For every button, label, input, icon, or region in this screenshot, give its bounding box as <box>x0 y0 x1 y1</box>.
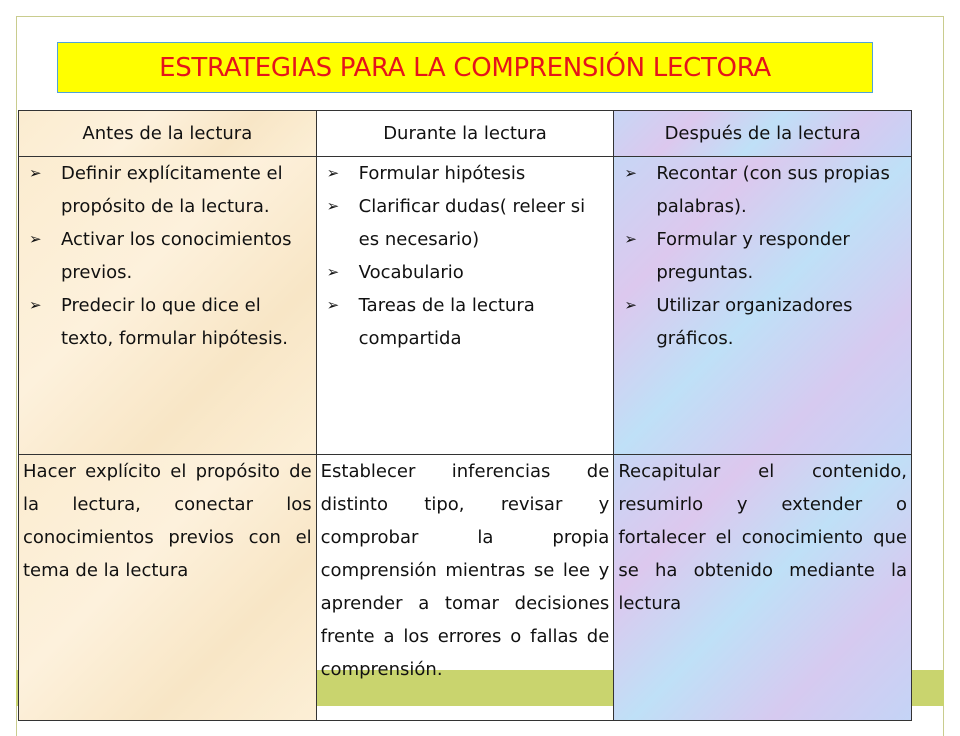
list-item: ➢ Vocabulario <box>321 256 610 289</box>
durante-bullets <box>316 157 614 455</box>
durante-summary: Establecer inferencias de distinto tipo, revisar y comprobar la propia comprensión mientras se lee y aprender a tomar decisiones frente a los errores o fallas de comprensión. <box>316 455 614 721</box>
slide-title: ESTRATEGIAS PARA LA COMPRENSIÓN LECTORA <box>57 42 873 93</box>
header-despues: Después de la lectura <box>614 111 912 157</box>
despues-summary: Recapitular el contenido, resumirlo y extender o fortalecer el conocimiento que se ha obtenido mediante la lectura <box>614 455 912 721</box>
despues-bullets <box>614 157 912 455</box>
list-item: ➢ Predecir lo que dice el texto, formular hipótesis. <box>23 289 312 355</box>
header-row <box>19 111 912 157</box>
bullets-row <box>19 157 912 455</box>
summary-row <box>19 455 912 721</box>
list-item: ➢ Utilizar organizadores gráficos. <box>618 289 907 355</box>
list-item: ➢ Formular y responder preguntas. <box>618 223 907 289</box>
header-durante: Durante la lectura <box>316 111 614 157</box>
antes-bullets <box>19 157 317 455</box>
list-item: ➢ Definir explícitamente el propósito de la lectura. <box>23 157 312 223</box>
list-item: ➢ Formular hipótesis <box>321 157 610 190</box>
list-item: ➢ Tareas de la lectura compartida <box>321 289 610 355</box>
header-antes: Antes de la lectura <box>19 111 317 157</box>
list-item: ➢ Activar los conocimientos previos. <box>23 223 312 289</box>
antes-summary: Hacer explícito el propósito de la lectura, conectar los conocimientos previos con el tema de la lectura <box>19 455 317 721</box>
list-item: ➢ Recontar (con sus propias palabras). <box>618 157 907 223</box>
list-item: ➢ Clarificar dudas( releer si es necesario) <box>321 190 610 256</box>
strategies-table <box>18 110 912 721</box>
